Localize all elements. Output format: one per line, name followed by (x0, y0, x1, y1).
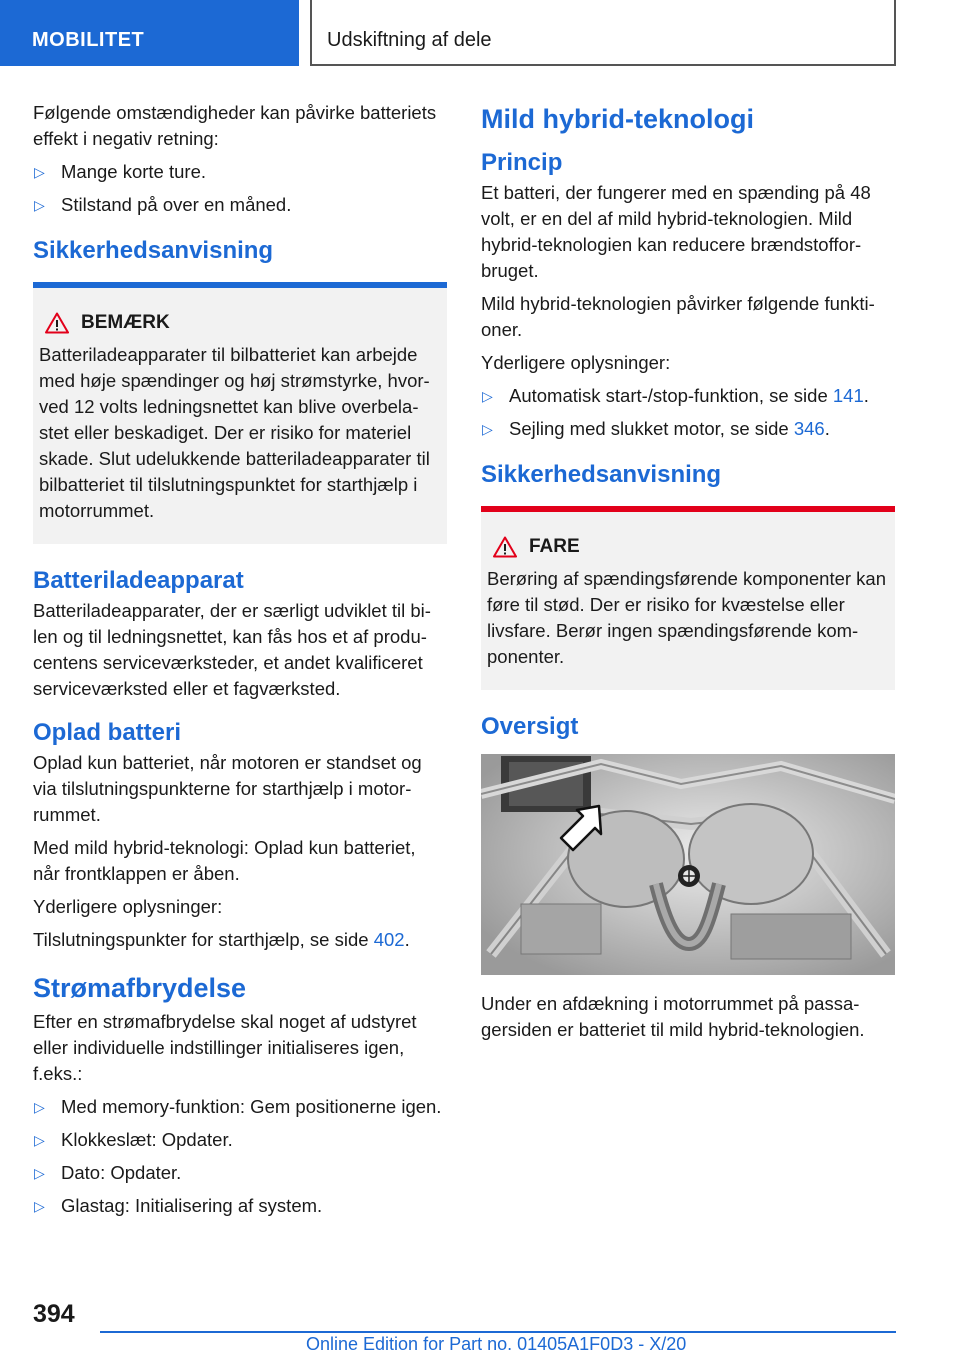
charge-reference: Tilslutningspunkter for starthjælp, se side 402. (33, 929, 410, 950)
triangle-bullet-icon: ▷ (34, 1132, 45, 1148)
triangle-bullet-icon: ▷ (482, 388, 493, 404)
safety-heading: Sikkerhedsanvisning (481, 461, 722, 488)
left-column (33, 100, 447, 1226)
notice-text: Batteriladeapparater til bilbatteriet kan arbejde med høje spændinger og høj strømstyrke, hvorved 12 volts ledningsnettet kan blive overbelastet eller beskadiget. Der er risiko for materiel skade. Slut udelukkende batteriladeapparater til bilbatteriet til tilslutningspunktet for starthjælp i motorrummet. (39, 344, 430, 521)
list-item: ▷ Glastag: Initialisering af system. (33, 1193, 447, 1219)
charge-text-hybrid: Med mild hybrid-teknologi: Oplad kun batteriet, når frontklappen er åben. (33, 837, 416, 884)
list-item: ▷ Dato: Opdater. (33, 1160, 447, 1186)
triangle-bullet-icon: ▷ (34, 1198, 45, 1214)
warning-triangle-icon (493, 536, 517, 558)
principle-text: Et batteri, der fungerer med en spænding på 48 volt, er en del af mild hybrid-teknologien. Mild hybrid-teknologien kan reducere brændstofforbruget. (481, 182, 871, 281)
list-item: ▷ Med memory-funktion: Gem positionerne igen. (33, 1094, 447, 1120)
list-item: ▷ Klokkeslæt: Opdater. (33, 1127, 447, 1153)
triangle-bullet-icon: ▷ (482, 421, 493, 437)
chapter-tab (311, 0, 896, 66)
triangle-bullet-icon: ▷ (34, 1165, 45, 1181)
section-label: MOBILITET (32, 29, 145, 51)
overview-heading: Oversigt (481, 713, 579, 740)
edition-text: Online Edition for Part no. 01405A1F0D3 - X/20 (306, 1334, 687, 1354)
danger-title: FARE (529, 536, 580, 557)
charger-text: Batteriladeapparater, der er særligt udviklet til bilen og til ledningsnettet, kan fås hos et af producentens serviceværksteder, et andet kvalificeret serviceværksted eller et fagværksted. (33, 600, 431, 699)
page-link-141[interactable]: 141 (832, 385, 864, 406)
charge-heading: Oplad batteri (33, 719, 182, 746)
danger-text: Berøring af spændingsførende komponenter kan føre til stød. Der er risiko for kvæstelse eller livsfare. Berør ingen spændingsførende komponenter. (487, 568, 886, 667)
engine-illustration (481, 754, 895, 975)
engine-bay-image (481, 754, 895, 975)
right-column (481, 100, 895, 1050)
hybrid-heading: Mild hybrid-teknologi (481, 104, 754, 134)
safety-heading: Sikkerhedsanvisning (33, 237, 274, 264)
notice-title: BEMÆRK (81, 312, 170, 333)
principle-text-2: Mild hybrid-teknologien påvirker følgende funktioner. (481, 293, 875, 340)
list-item: ▷ Automatisk start-/stop-funktion, se side 141. (481, 383, 895, 409)
power-heading: Strømafbrydelse (33, 973, 247, 1003)
triangle-bullet-icon: ▷ (34, 164, 45, 180)
chapter-label: Udskiftning af dele (327, 29, 492, 51)
power-list (33, 1094, 447, 1219)
section-tab (0, 0, 299, 66)
page-link-346[interactable]: 346 (793, 418, 825, 439)
notice-box (33, 282, 447, 544)
principle-heading: Princip (481, 149, 563, 176)
danger-box (481, 506, 895, 690)
more-info-label: Yderligere oplysninger: (33, 896, 223, 917)
overview-text: Under en afdækning i motorrummet på passagersiden er batteriet til mild hybrid-teknologien. (481, 993, 865, 1040)
list-item: ▷ Stilstand på over en måned. (33, 192, 447, 218)
triangle-bullet-icon: ▷ (34, 1099, 45, 1115)
list-item: ▷ Mange korte ture. (33, 159, 447, 185)
footer-divider (100, 1331, 896, 1333)
list-item: ▷ Sejling med slukket motor, se side 346. (481, 416, 895, 442)
intro-list (33, 159, 447, 218)
principle-list (481, 383, 895, 442)
triangle-bullet-icon: ▷ (34, 197, 45, 213)
page-link-402[interactable]: 402 (373, 929, 405, 950)
charge-text: Oplad kun batteriet, når motoren er standset og via tilslutningspunkterne for starthjælp i motorrummet. (33, 752, 422, 825)
page-number: 394 (33, 1300, 75, 1328)
intro-text: Følgende omstændigheder kan påvirke batteriets effekt i negativ retning: (33, 102, 437, 149)
warning-triangle-icon (45, 312, 69, 334)
power-text: Efter en strømafbrydelse skal noget af udstyret eller individuelle indstillinger initialiseres igen, f.eks.: (33, 1011, 417, 1084)
charger-heading: Batteriladeapparat (33, 567, 244, 594)
more-info-label: Yderligere oplysninger: (481, 352, 671, 373)
